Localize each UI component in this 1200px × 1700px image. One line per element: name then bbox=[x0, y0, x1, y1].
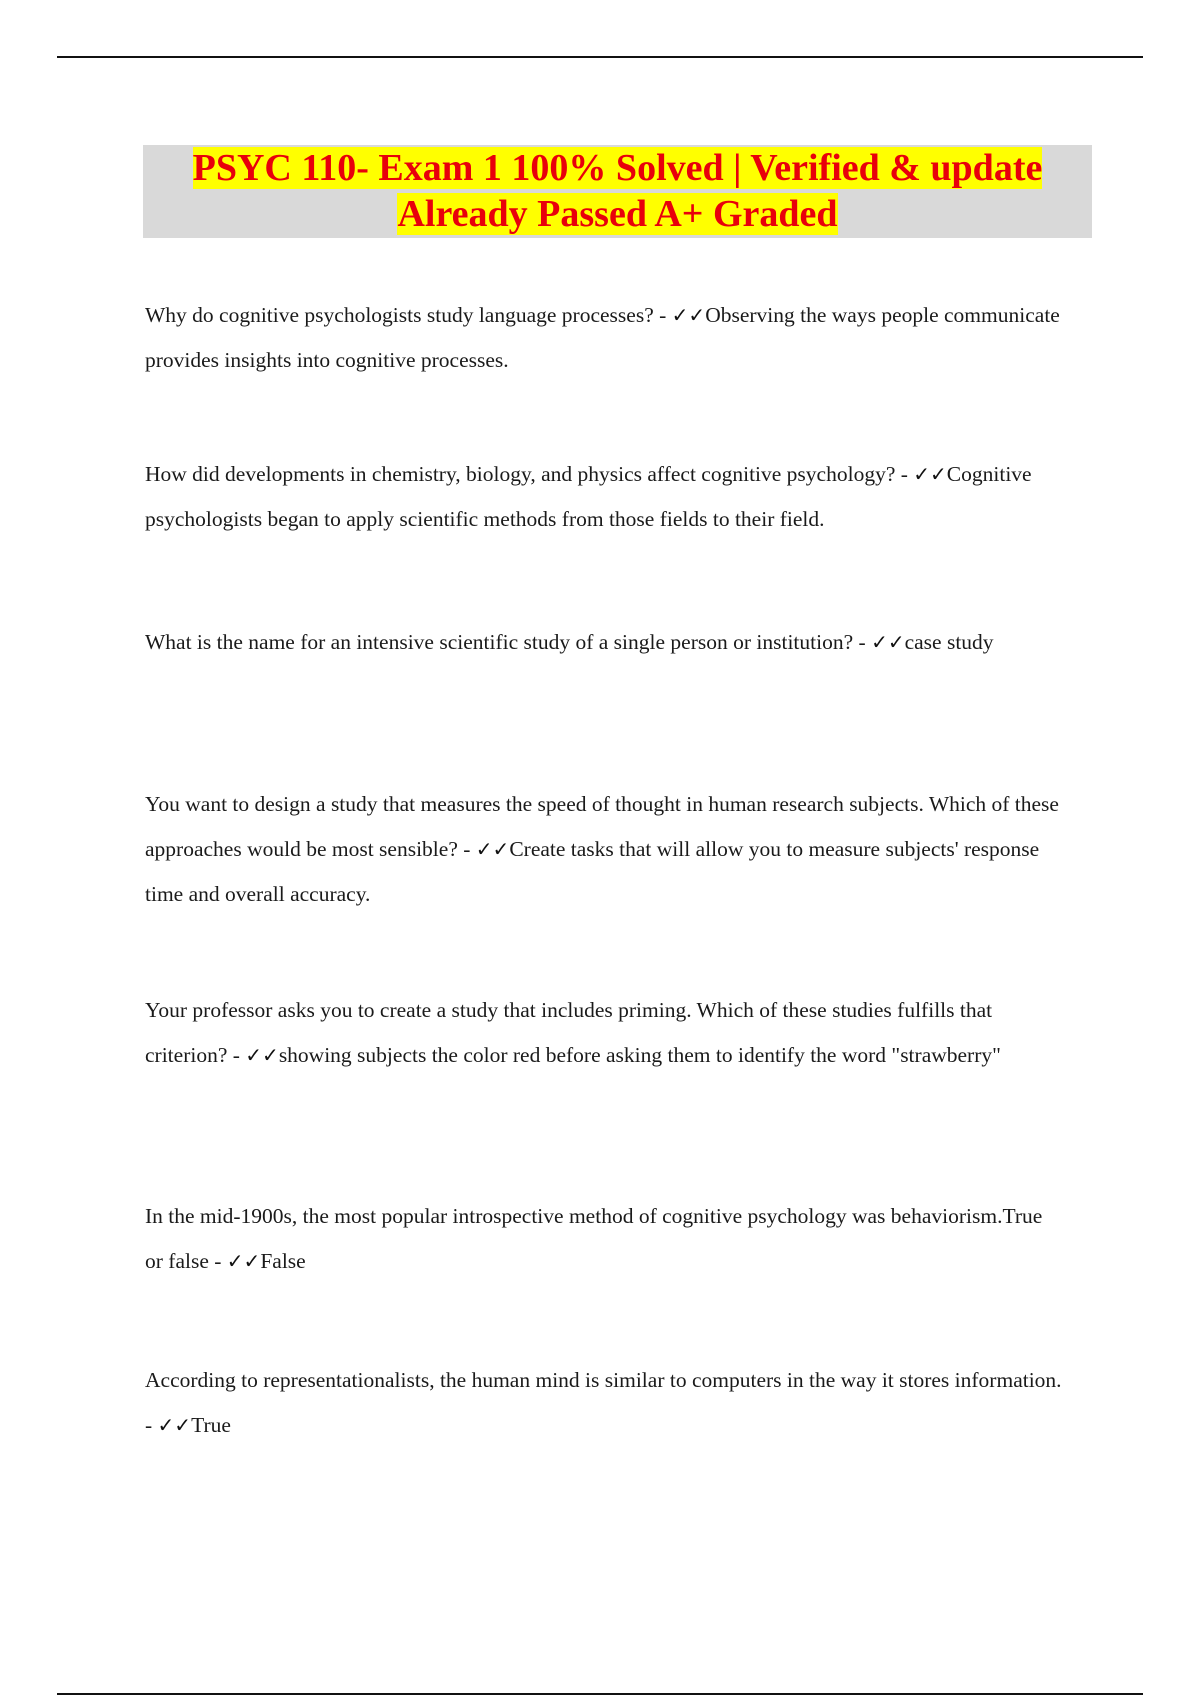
qa-item: What is the name for an intensive scientific study of a single person or institution? - ✓✓case study bbox=[145, 630, 994, 654]
answer-text: Cognitive psychologists began to apply scientific methods from those fields to their field. bbox=[145, 462, 1032, 531]
answer-text: True bbox=[191, 1413, 231, 1437]
qa-item: In the mid-1900s, the most popular introspective method of cognitive psychology was behaviorism.True or false - ✓✓False bbox=[145, 1204, 1043, 1273]
qa-item: Your professor asks you to create a study that includes priming. Which of these studies fulfills that criterion? - ✓✓showing subjects the color red before asking them to identify the word "strawberry" bbox=[145, 998, 1001, 1067]
bottom-rule bbox=[57, 1693, 1143, 1695]
double-check-icon: ✓✓ bbox=[871, 630, 905, 654]
answer-text: False bbox=[260, 1249, 306, 1273]
double-check-icon: ✓✓ bbox=[245, 1043, 279, 1067]
double-check-icon: ✓✓ bbox=[226, 1249, 261, 1273]
qa-item: You want to design a study that measures the speed of thought in human research subjects. Which of these approaches would be most sensible? - ✓✓Create tasks that will allow you to measure subjects' response time and overall accuracy. bbox=[145, 792, 1059, 906]
top-rule bbox=[57, 56, 1143, 58]
answer-text: Observing the ways people communicate provides insights into cognitive processes. bbox=[145, 303, 1060, 372]
answer-text: Create tasks that will allow you to measure subjects' response time and overall accuracy. bbox=[145, 837, 1040, 906]
double-check-icon: ✓✓ bbox=[913, 462, 947, 486]
qa-item: How did developments in chemistry, biology, and physics affect cognitive psychology? - ✓✓Cognitive psychologists began to apply scientific methods from those fields to their field. bbox=[145, 462, 1032, 531]
question-text: In the mid-1900s, the most popular introspective method of cognitive psychology was behaviorism.True or false bbox=[145, 1204, 1043, 1273]
question-text: Why do cognitive psychologists study language processes? bbox=[145, 303, 654, 327]
question-text: How did developments in chemistry, biology, and physics affect cognitive psychology? bbox=[145, 462, 896, 486]
title-line-1: PSYC 110- Exam 1 100% Solved | Verified & update bbox=[192, 147, 1043, 189]
double-check-icon: ✓✓ bbox=[671, 303, 706, 327]
answer-text: showing subjects the color red before asking them to identify the word "strawberry" bbox=[278, 1043, 1001, 1067]
question-text: You want to design a study that measures the speed of thought in human research subjects. Which of these approaches would be most sensible? bbox=[145, 792, 1059, 861]
answer-text: case study bbox=[904, 630, 994, 654]
qa-item: According to representationalists, the human mind is similar to computers in the way it stores information. - ✓✓True bbox=[145, 1368, 1062, 1437]
qa-item: Why do cognitive psychologists study language processes? - ✓✓Observing the ways people communicate provides insights into cognitive processes. bbox=[145, 303, 1060, 372]
double-check-icon: ✓✓ bbox=[157, 1413, 192, 1437]
question-text: Your professor asks you to create a study that includes priming. Which of these studies fulfills that criterion? bbox=[145, 998, 993, 1067]
question-text: What is the name for an intensive scientific study of a single person or institution? bbox=[145, 630, 854, 654]
title-line-2: Already Passed A+ Graded bbox=[397, 193, 838, 235]
question-text: According to representationalists, the human mind is similar to computers in the way it stores information. bbox=[145, 1368, 1062, 1392]
title-banner bbox=[143, 145, 1092, 238]
double-check-icon: ✓✓ bbox=[475, 837, 510, 861]
